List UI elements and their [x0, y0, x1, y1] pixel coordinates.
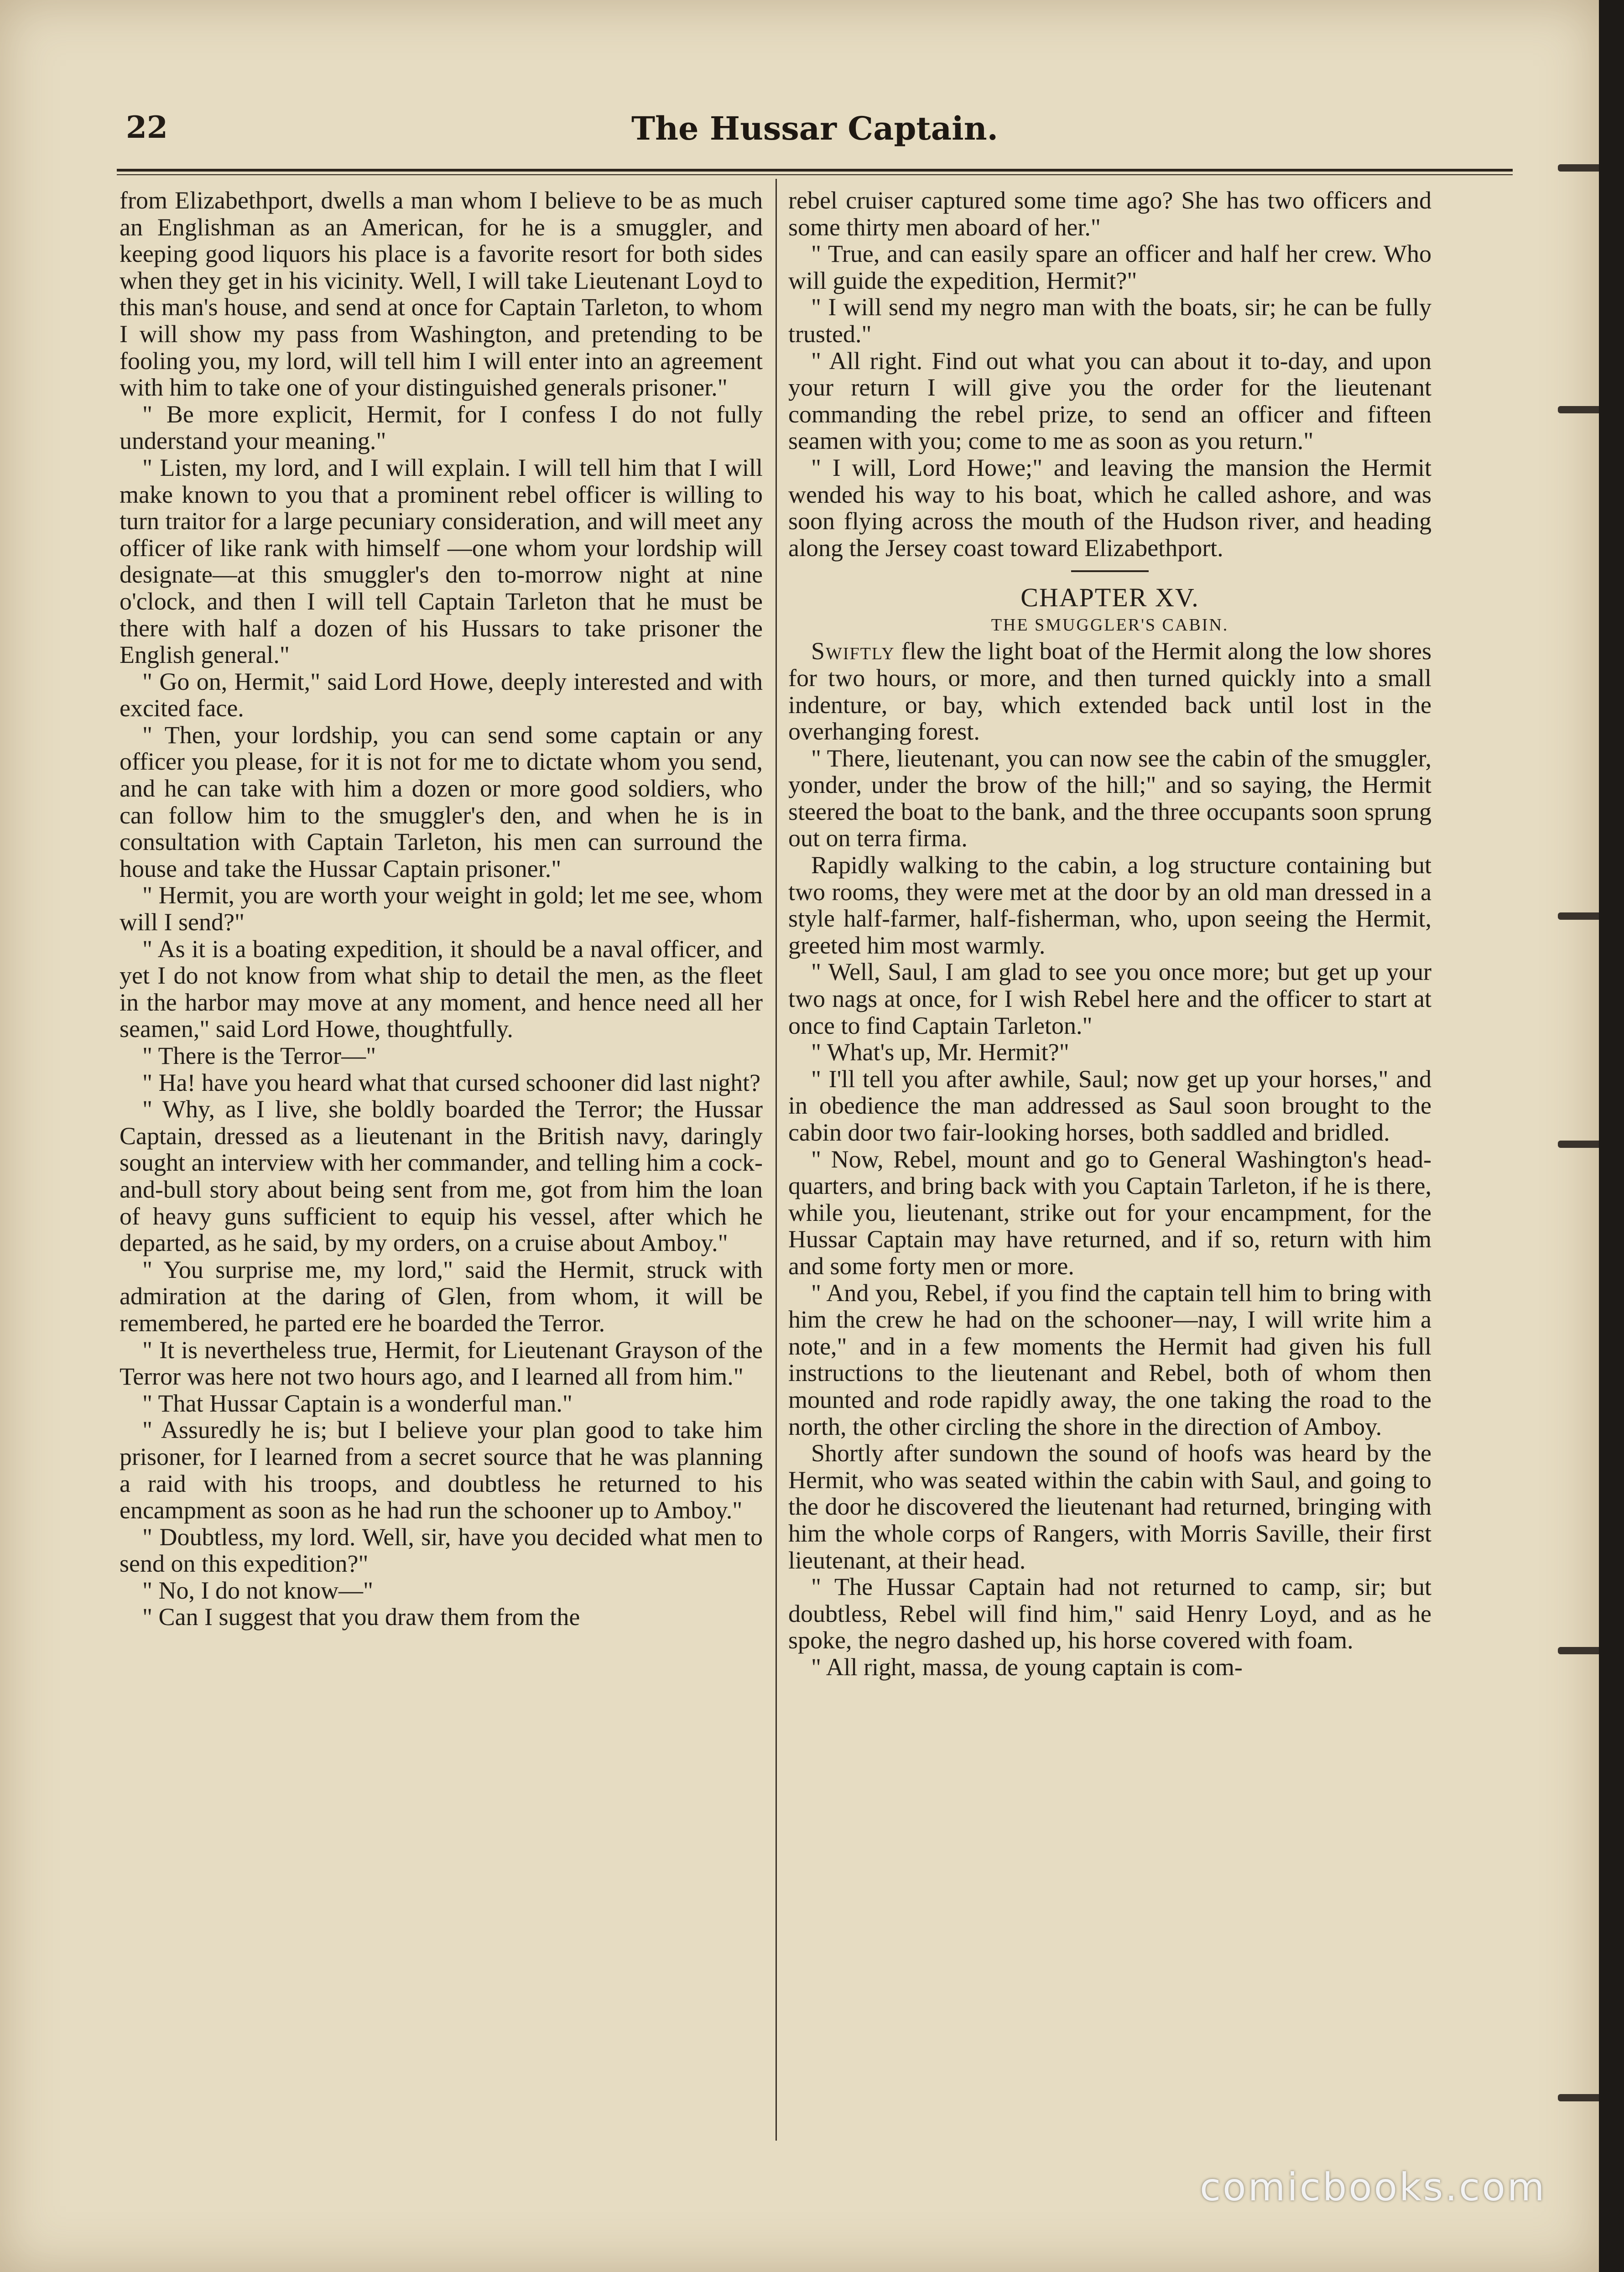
paragraph: " I'll tell you after awhile, Saul; now get up your horses," and in obedience the man addressed as Saul soon brought to the cabin door two fair-looking horses, both saddled and bridled.	[788, 1065, 1431, 1146]
watermark: comicbooks.com	[1200, 2165, 1546, 2209]
chapter-subtitle: THE SMUGGLER'S CABIN.	[991, 615, 1229, 635]
paragraph: " Now, Rebel, mount and go to General Washington's head-quarters, and bring back with you Captain Tarleton, if he is there, while you, lieutenant, strike out for your encampment, for the Hussar Captain may have returned, and if so, return with him and some forty men or more.	[788, 1145, 1431, 1280]
chapter-divider	[1071, 570, 1149, 572]
paragraph: " Ha! have you heard what that cursed schooner did last night?	[142, 1068, 761, 1096]
paragraph: " It is nevertheless true, Hermit, for Lieutenant Grayson of the Terror was here not two hours ago, and I learned all from him."	[120, 1336, 763, 1391]
paragraph: " The Hussar Captain had not returned to camp, sir; but doubtless, Rebel will find him," said Henry Loyd, and as he spoke, the negro dashed up, his horse covered with foam.	[788, 1573, 1431, 1654]
paragraph: " All right. Find out what you can about it to-day, and upon your return I will give you the order for the lieutenant commanding the rebel prize, to send an officer and fifteen seamen with you; come to me as soon as you return."	[788, 347, 1431, 455]
paragraph: from Elizabethport, dwells a man whom I believe to be as much an Englishman as an American, for he is a smuggler, and keeping good liquors his place is a favorite resort for both sides when they get in his vicinity. Well, I will take Lieutenant Loyd to this man's house, and send at once for Captain Tarleton, to whom I will show my pass from Washington, and pretending to be fooling you, my lord, will tell him I will enter into an agreement with him to take one of your distinguished generals prisoner."	[120, 187, 763, 401]
page-number: 22	[126, 109, 168, 145]
paragraph: " All right, massa, de young captain is com-	[811, 1653, 1243, 1681]
paragraph: " Be more explicit, Hermit, for I confess I do not fully understand your meaning."	[120, 400, 763, 455]
header-rule	[117, 169, 1513, 172]
running-title: The Hussar Captain.	[631, 109, 998, 147]
paragraph: " There, lieutenant, you can now see the cabin of the smuggler, yonder, under the brow of the hill;" and so saying, the Hermit steered the boat to the bank, and the three occupants soon sprung out on terra firma.	[788, 744, 1431, 852]
paragraph: " Listen, my lord, and I will explain. I will tell him that I will make known to you that a prominent rebel officer is willing to turn traitor for a large pecuniary consideration, and will meet any officer of like rank with himself —one whom your lordship will designate—at this smuggler's den to-morrow night at nine o'clock, and then I will tell Captain Tarleton that he must be there with half a dozen of his Hussars to take prisoner the English general."	[120, 453, 763, 669]
paragraph: " No, I do not know—"	[142, 1576, 374, 1604]
paragraph: " Can I suggest that you draw them from the	[142, 1603, 580, 1631]
lead-word: Swiftly	[811, 637, 895, 665]
scan-edge	[1599, 0, 1624, 2272]
chapter-title: CHAPTER XV.	[1020, 583, 1199, 613]
paragraph: " Well, Saul, I am glad to see you once more; but get up your two nags at once, for I wish Rebel here and the officer to start at once to find Captain Tarleton."	[788, 958, 1431, 1039]
page-header	[117, 105, 1513, 155]
paragraph: " And you, Rebel, if you find the captain tell him to bring with him the crew he had on the schooner—nay, I will write him a note," and in a few moments the Hermit had given his full instructions to the lieutenant and Rebel, both of whom then mounted and rode rapidly away, the one taking the road to the north, the other circling the shore in the direction of Amboy.	[788, 1279, 1431, 1440]
paragraph: " What's up, Mr. Hermit?"	[811, 1038, 1069, 1066]
paragraph: " Hermit, you are worth your weight in gold; let me see, whom will I send?"	[120, 881, 763, 936]
paragraph: " That Hussar Captain is a wonderful man."	[142, 1389, 573, 1417]
header-rule-thin	[117, 174, 1513, 175]
paragraph: " You surprise me, my lord," said the Hermit, struck with admiration at the daring of Glen, from whom, it will be remembered, he parted ere he boarded the Terror.	[120, 1256, 763, 1337]
paragraph: " Assuredly he is; but I believe your plan good to take him prisoner, for I learned from a secret source that he was planning a raid with his troops, and doubtless he returned to his encampment as soon as he had run the schooner up to Amboy."	[120, 1416, 763, 1524]
paragraph: " True, and can easily spare an officer and half her crew. Who will guide the expedition, Hermit?"	[788, 240, 1431, 294]
paragraph: " Doubtless, my lord. Well, sir, have you decided what men to send on this expedition?"	[120, 1523, 763, 1578]
paragraph: rebel cruiser captured some time ago? She has two officers and some thirty men aboard of her."	[788, 187, 1431, 241]
paragraph: " I will, Lord Howe;" and leaving the mansion the Hermit wended his way to his boat, which he called ashore, and was soon flying across the mouth of the Hudson river, and heading along the Jersey coast toward Elizabethport.	[788, 453, 1431, 562]
paragraph: " Go on, Hermit," said Lord Howe, deeply interested and with excited face.	[120, 667, 763, 722]
paragraph: Rapidly walking to the cabin, a log structure containing but two rooms, they were met at the door by an old man dressed in a style half-farmer, half-fisherman, who, upon seeing the Hermit, greeted him most warmly.	[788, 851, 1431, 959]
paragraph: " As it is a boating expedition, it should be a naval officer, and yet I do not know from what ship to detail the men, as the fleet in the harbor may move at any moment, and hence need all her seamen," said Lord Howe, thoughtfully.	[120, 935, 763, 1043]
paragraph: Shortly after sundown the sound of hoofs was heard by the Hermit, who was seated within the cabin with Saul, and going to the door he discovered the lieutenant had returned, bringing with him the whole corps of Rangers, with Morris Saville, their first lieutenant, at their head.	[788, 1439, 1431, 1574]
left-column	[120, 187, 763, 1631]
paragraph: " I will send my negro man with the boats, sir; he can be fully trusted."	[788, 293, 1431, 348]
right-column	[788, 187, 1431, 1680]
paragraph: " Then, your lordship, you can send some captain or any officer you please, for it is not for me to dictate whom you send, and he can take with him a dozen or more good soldiers, who can follow him to the smuggler's den, and when he is in consultation with Captain Tarleton, his men can surround the house and take the Hussar Captain prisoner."	[120, 721, 763, 882]
paragraph-text: flew the light boat of the Hermit along the low shores for two hours, or more, and then turned quickly into a small indenture, or bay, which extended back until lost in the overhanging forest.	[788, 637, 1431, 745]
paragraph: " There is the Terror—"	[142, 1042, 376, 1069]
paragraph: " Why, as I live, she boldly boarded the Terror; the Hussar Captain, dressed as a lieutenant in the British navy, daringly sought an interview with her commander, and telling him a cock-and-bull story about being sent from me, got from him the loan of heavy guns sufficient to equip his vessel, after which he departed, as he said, by my orders, on a cruise about Amboy."	[120, 1095, 763, 1257]
chapter-opening-paragraph	[788, 638, 1431, 745]
column-divider	[776, 179, 777, 2141]
